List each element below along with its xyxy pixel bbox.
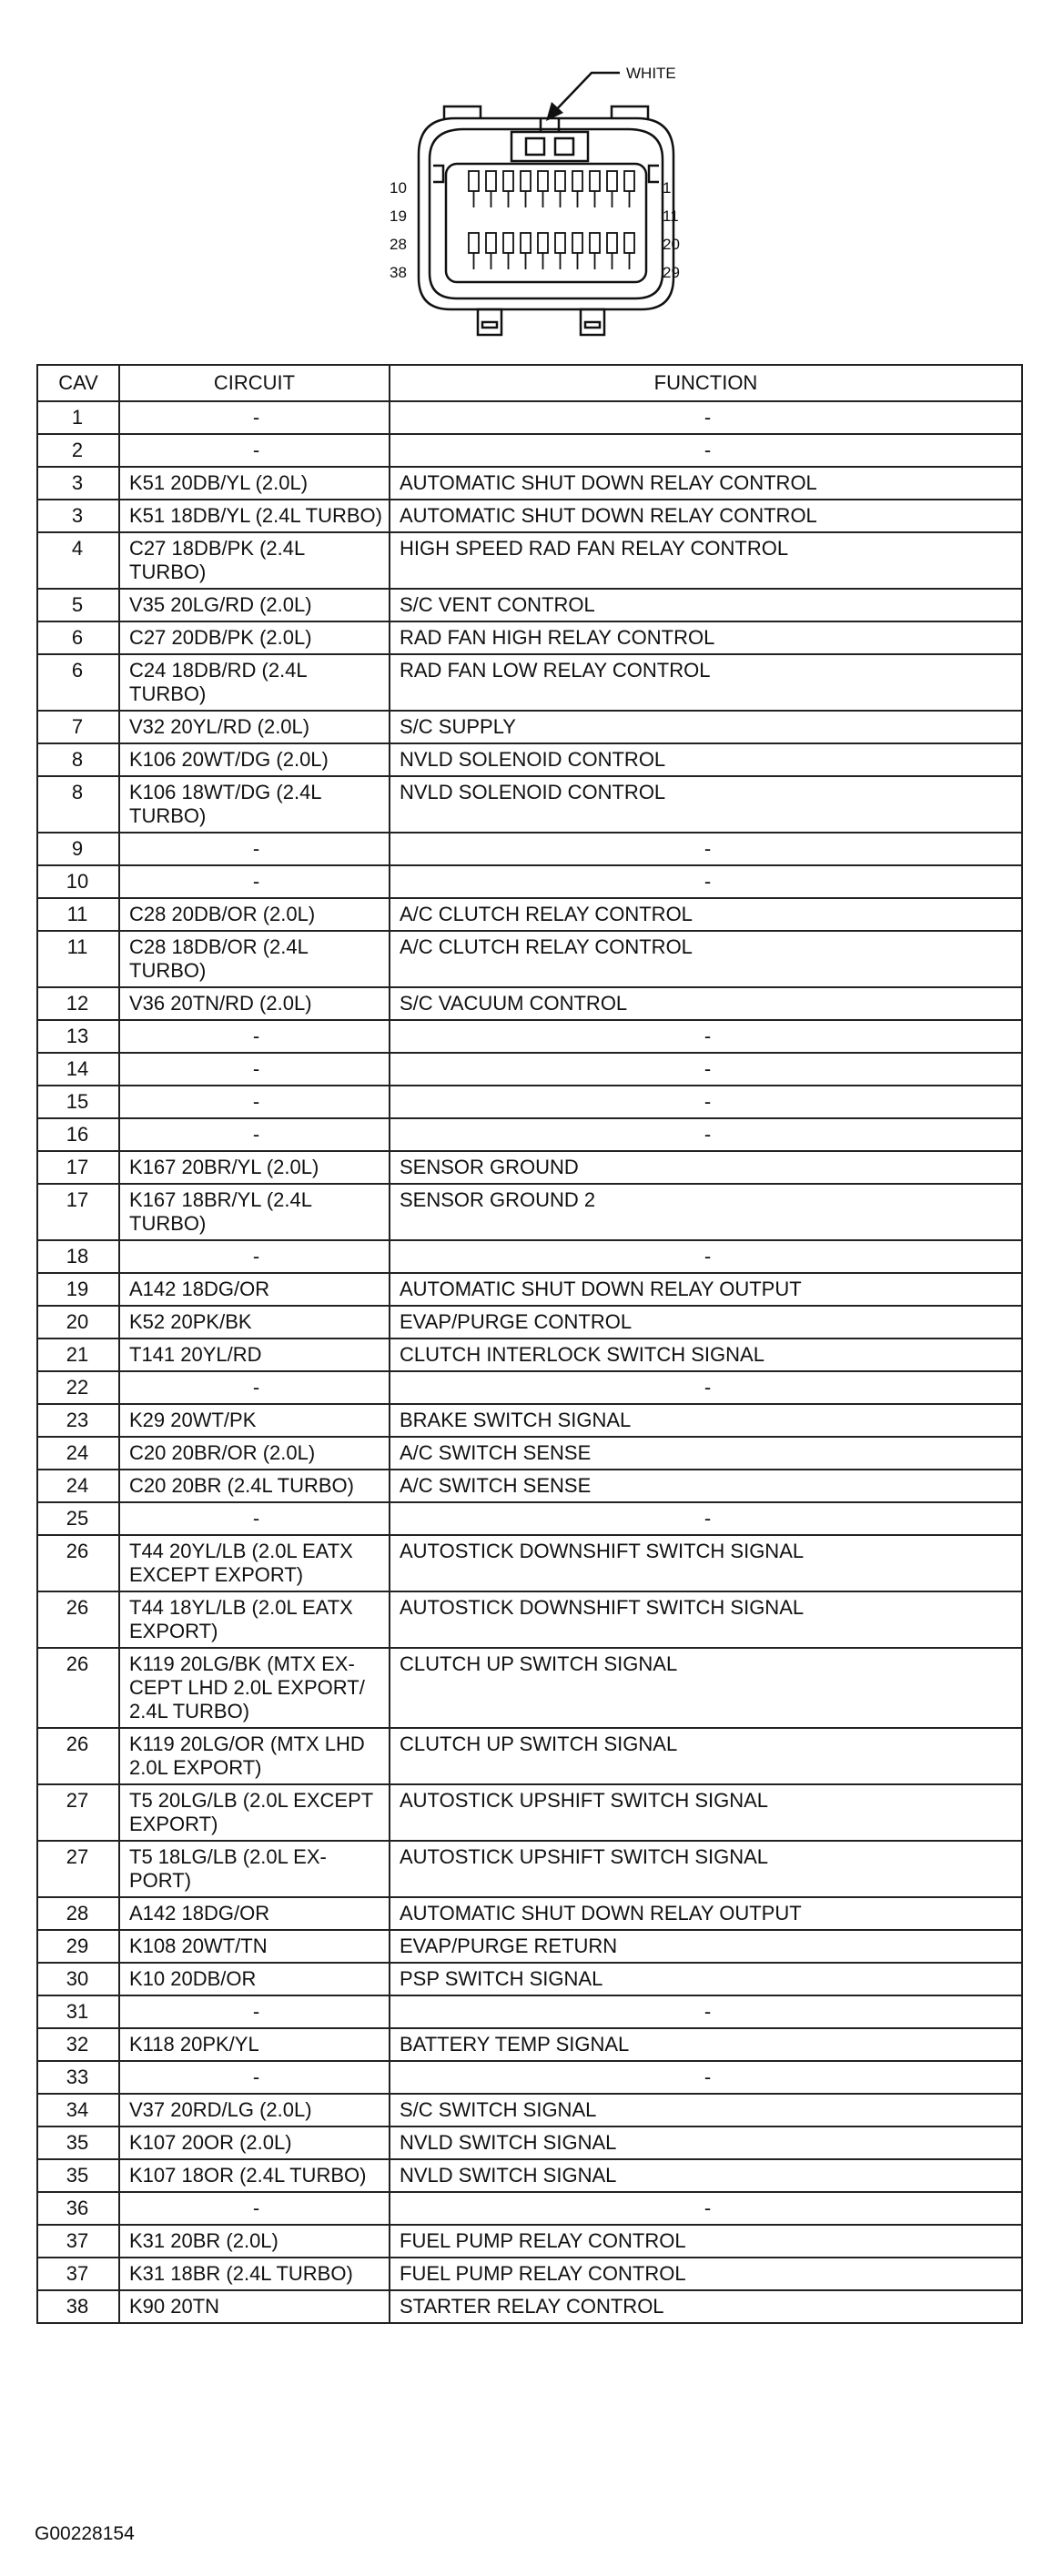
pin-cavity [486,171,496,191]
table-row [37,1897,1022,1930]
table-row [37,833,1022,865]
function-cell: STARTER RELAY CONTROL [390,2290,1022,2323]
cav-cell: 30 [37,1963,119,1995]
circuit-cell: T5 20LG/LB (2.0L EXCEPT EXPORT) [119,1784,390,1841]
cav-cell: 26 [37,1591,119,1648]
function-cell: - [390,1371,1022,1404]
cav-cell: 32 [37,2028,119,2061]
table-row [37,711,1022,743]
table-row [37,2159,1022,2192]
cav-cell: 15 [37,1086,119,1118]
circuit-cell: C27 18DB/PK (2.4L TURBO) [119,532,390,589]
circuit-cell: - [119,865,390,898]
circuit-cell: K106 18WT/DG (2.4L TURBO) [119,776,390,833]
circuit-cell: A142 18DG/OR [119,1273,390,1306]
function-cell: AUTOMATIC SHUT DOWN RELAY CONTROL [390,500,1022,532]
table-row [37,589,1022,621]
function-cell: AUTOSTICK DOWNSHIFT SWITCH SIGNAL [390,1535,1022,1591]
table-row [37,1728,1022,1784]
cav-cell: 10 [37,865,119,898]
table-row [37,2094,1022,2126]
header-cav: CAV [37,365,119,401]
table-row [37,2225,1022,2258]
pin-cavity [590,171,600,191]
circuit-cell: - [119,1995,390,2028]
function-cell: - [390,401,1022,434]
table-row [37,1339,1022,1371]
cav-cell: 26 [37,1728,119,1784]
function-cell: BRAKE SWITCH SIGNAL [390,1404,1022,1437]
pin-cavity [624,171,634,191]
function-cell: - [390,865,1022,898]
pin-number-38: 38 [390,264,407,281]
function-cell: - [390,2061,1022,2094]
cav-cell: 35 [37,2126,119,2159]
function-cell: SENSOR GROUND 2 [390,1184,1022,1240]
table-row [37,2126,1022,2159]
circuit-cell: K167 20BR/YL (2.0L) [119,1151,390,1184]
table-row [37,2192,1022,2225]
header-function: FUNCTION [390,365,1022,401]
cav-cell: 21 [37,1339,119,1371]
table-row [37,1470,1022,1502]
cav-cell: 25 [37,1502,119,1535]
table-row [37,1995,1022,2028]
function-cell: S/C VACUUM CONTROL [390,987,1022,1020]
table-row [37,621,1022,654]
function-cell: AUTOMATIC SHUT DOWN RELAY OUTPUT [390,1897,1022,1930]
cav-cell: 35 [37,2159,119,2192]
table-row [37,1240,1022,1273]
cav-cell: 17 [37,1151,119,1184]
circuit-cell: K108 20WT/TN [119,1930,390,1963]
function-cell: - [390,2192,1022,2225]
cav-cell: 26 [37,1535,119,1591]
cav-cell: 9 [37,833,119,865]
circuit-cell: V37 20RD/LG (2.0L) [119,2094,390,2126]
circuit-cell: K90 20TN [119,2290,390,2323]
table-body [37,401,1022,2323]
pin-cavities [469,171,634,269]
pin-cavity [624,233,634,253]
function-cell: - [390,833,1022,865]
function-cell: AUTOMATIC SHUT DOWN RELAY CONTROL [390,467,1022,500]
table-row [37,1020,1022,1053]
function-cell: NVLD SWITCH SIGNAL [390,2126,1022,2159]
circuit-cell: - [119,1371,390,1404]
table-row [37,898,1022,931]
circuit-cell: K51 18DB/YL (2.4L TURBO) [119,500,390,532]
function-cell: AUTOMATIC SHUT DOWN RELAY OUTPUT [390,1273,1022,1306]
circuit-cell: K119 20LG/BK (MTX EX-CEPT LHD 2.0L EXPORT/ 2.4L TURBO) [119,1648,390,1728]
function-cell: NVLD SOLENOID CONTROL [390,743,1022,776]
circuit-cell: C28 18DB/OR (2.4L TURBO) [119,931,390,987]
pin-cavity [503,171,513,191]
function-cell: RAD FAN LOW RELAY CONTROL [390,654,1022,711]
table-row [37,865,1022,898]
function-cell: NVLD SWITCH SIGNAL [390,2159,1022,2192]
pin-number-19: 19 [390,207,407,225]
pin-cavity [572,171,582,191]
cav-cell: 1 [37,401,119,434]
cav-cell: 29 [37,1930,119,1963]
cav-cell: 14 [37,1053,119,1086]
cav-cell: 19 [37,1273,119,1306]
pin-cavity [555,233,565,253]
function-cell: A/C CLUTCH RELAY CONTROL [390,898,1022,931]
circuit-cell: K10 20DB/OR [119,1963,390,1995]
function-cell: A/C CLUTCH RELAY CONTROL [390,931,1022,987]
function-cell: - [390,1240,1022,1273]
circuit-cell: - [119,2061,390,2094]
table-row [37,743,1022,776]
function-cell: AUTOSTICK UPSHIFT SWITCH SIGNAL [390,1784,1022,1841]
circuit-cell: T44 20YL/LB (2.0L EATX EXCEPT EXPORT) [119,1535,390,1591]
circuit-cell: K31 20BR (2.0L) [119,2225,390,2258]
cav-cell: 6 [37,654,119,711]
table-row [37,401,1022,434]
cav-cell: 2 [37,434,119,467]
table-row [37,434,1022,467]
function-cell: - [390,1995,1022,2028]
cav-cell: 5 [37,589,119,621]
table-row [37,1648,1022,1728]
circuit-cell: T44 18YL/LB (2.0L EATX EXPORT) [119,1591,390,1648]
pin-cavity [607,171,617,191]
header-circuit: CIRCUIT [119,365,390,401]
cav-cell: 24 [37,1470,119,1502]
table-row [37,1784,1022,1841]
table-row [37,1591,1022,1648]
cav-cell: 17 [37,1184,119,1240]
circuit-cell: - [119,1240,390,1273]
circuit-cell: K29 20WT/PK [119,1404,390,1437]
cav-cell: 8 [37,776,119,833]
cav-cell: 37 [37,2258,119,2290]
pinout-table [36,364,1023,2324]
cav-cell: 4 [37,532,119,589]
table-header-row [37,365,1022,401]
function-cell: A/C SWITCH SENSE [390,1470,1022,1502]
circuit-cell: V35 20LG/RD (2.0L) [119,589,390,621]
function-cell: BATTERY TEMP SIGNAL [390,2028,1022,2061]
circuit-cell: T141 20YL/RD [119,1339,390,1371]
figure-id: G00228154 [35,2523,135,2544]
function-cell: EVAP/PURGE CONTROL [390,1306,1022,1339]
cav-cell: 37 [37,2225,119,2258]
pin-cavity [521,233,531,253]
pin-cavity [521,171,531,191]
circuit-cell: C28 20DB/OR (2.0L) [119,898,390,931]
circuit-cell: K107 20OR (2.0L) [119,2126,390,2159]
function-cell: FUEL PUMP RELAY CONTROL [390,2225,1022,2258]
circuit-cell: - [119,1053,390,1086]
function-cell: SENSOR GROUND [390,1151,1022,1184]
cav-cell: 6 [37,621,119,654]
cav-cell: 33 [37,2061,119,2094]
pin-number-1: 1 [663,179,672,197]
circuit-cell: - [119,2192,390,2225]
pin-number-11: 11 [663,207,679,225]
connector-diagram [0,0,1053,364]
circuit-cell: - [119,833,390,865]
cav-cell: 12 [37,987,119,1020]
pin-number-20: 20 [663,236,680,253]
cav-cell: 34 [37,2094,119,2126]
pin-cavity [607,233,617,253]
pin-cavity [538,171,548,191]
table-row [37,2028,1022,2061]
circuit-cell: C20 20BR/OR (2.0L) [119,1437,390,1470]
circuit-cell: K106 20WT/DG (2.0L) [119,743,390,776]
circuit-cell: - [119,1502,390,1535]
table-row [37,2290,1022,2323]
pin-cavity [469,171,479,191]
circuit-cell: A142 18DG/OR [119,1897,390,1930]
circuit-cell: - [119,1086,390,1118]
function-cell: S/C SWITCH SIGNAL [390,2094,1022,2126]
pin-cavity [503,233,513,253]
table-row [37,2061,1022,2094]
function-cell: AUTOSTICK DOWNSHIFT SWITCH SIGNAL [390,1591,1022,1648]
table-row [37,1404,1022,1437]
function-cell: HIGH SPEED RAD FAN RELAY CONTROL [390,532,1022,589]
function-cell: EVAP/PURGE RETURN [390,1930,1022,1963]
cav-cell: 20 [37,1306,119,1339]
circuit-cell: C20 20BR (2.4L TURBO) [119,1470,390,1502]
cav-cell: 22 [37,1371,119,1404]
cav-cell: 3 [37,500,119,532]
table-row [37,1053,1022,1086]
table-row [37,1502,1022,1535]
cav-cell: 27 [37,1784,119,1841]
table-row [37,987,1022,1020]
function-cell: S/C VENT CONTROL [390,589,1022,621]
pin-cavity [572,233,582,253]
circuit-cell: - [119,1020,390,1053]
function-cell: CLUTCH INTERLOCK SWITCH SIGNAL [390,1339,1022,1371]
function-cell: - [390,1020,1022,1053]
function-cell: NVLD SOLENOID CONTROL [390,776,1022,833]
pin-cavity [590,233,600,253]
table-row [37,1963,1022,1995]
table-row [37,1086,1022,1118]
function-cell: FUEL PUMP RELAY CONTROL [390,2258,1022,2290]
cav-cell: 11 [37,898,119,931]
function-cell: AUTOSTICK UPSHIFT SWITCH SIGNAL [390,1841,1022,1897]
table-row [37,931,1022,987]
table-row [37,2258,1022,2290]
cav-cell: 23 [37,1404,119,1437]
function-cell: CLUTCH UP SWITCH SIGNAL [390,1728,1022,1784]
function-cell: CLUTCH UP SWITCH SIGNAL [390,1648,1022,1728]
pin-cavity [538,233,548,253]
function-cell: - [390,1086,1022,1118]
pin-number-29: 29 [663,264,680,281]
connector-body [419,106,673,335]
cav-cell: 36 [37,2192,119,2225]
table-row [37,1930,1022,1963]
table-row [37,1151,1022,1184]
cav-cell: 26 [37,1648,119,1728]
function-cell: PSP SWITCH SIGNAL [390,1963,1022,1995]
pin-number-10: 10 [390,179,407,197]
circuit-cell: C27 20DB/PK (2.0L) [119,621,390,654]
circuit-cell: K119 20LG/OR (MTX LHD 2.0L EXPORT) [119,1728,390,1784]
circuit-cell: T5 18LG/LB (2.0L EX-PORT) [119,1841,390,1897]
circuit-cell: K107 18OR (2.4L TURBO) [119,2159,390,2192]
cav-cell: 18 [37,1240,119,1273]
function-cell: - [390,434,1022,467]
function-cell: - [390,1053,1022,1086]
table-row [37,1371,1022,1404]
table-row [37,1273,1022,1306]
cav-cell: 11 [37,931,119,987]
wire-color-label: WHITE [626,65,676,82]
table-row [37,1118,1022,1151]
pin-number-28: 28 [390,236,407,253]
function-cell: - [390,1502,1022,1535]
pin-cavity [469,233,479,253]
table-row [37,654,1022,711]
table-row [37,1306,1022,1339]
circuit-cell: - [119,401,390,434]
circuit-cell: K51 20DB/YL (2.0L) [119,467,390,500]
circuit-cell: - [119,1118,390,1151]
table-row [37,500,1022,532]
cav-cell: 38 [37,2290,119,2323]
circuit-cell: K167 18BR/YL (2.4L TURBO) [119,1184,390,1240]
circuit-cell: V36 20TN/RD (2.0L) [119,987,390,1020]
cav-cell: 27 [37,1841,119,1897]
cav-cell: 13 [37,1020,119,1053]
table-row [37,1841,1022,1897]
cav-cell: 8 [37,743,119,776]
cav-cell: 7 [37,711,119,743]
cav-cell: 28 [37,1897,119,1930]
table-row [37,467,1022,500]
circuit-cell: K52 20PK/BK [119,1306,390,1339]
table-row [37,1184,1022,1240]
function-cell: S/C SUPPLY [390,711,1022,743]
function-cell: RAD FAN HIGH RELAY CONTROL [390,621,1022,654]
table-row [37,532,1022,589]
function-cell: - [390,1118,1022,1151]
circuit-cell: K118 20PK/YL [119,2028,390,2061]
function-cell: A/C SWITCH SENSE [390,1437,1022,1470]
cav-cell: 16 [37,1118,119,1151]
table-row [37,1437,1022,1470]
cav-cell: 24 [37,1437,119,1470]
circuit-cell: V32 20YL/RD (2.0L) [119,711,390,743]
cav-cell: 31 [37,1995,119,2028]
cav-cell: 3 [37,467,119,500]
table-row [37,1535,1022,1591]
circuit-cell: K31 18BR (2.4L TURBO) [119,2258,390,2290]
wire-leader-line [552,73,620,115]
circuit-cell: - [119,434,390,467]
pin-cavity [555,171,565,191]
table-row [37,776,1022,833]
pin-cavity [486,233,496,253]
circuit-cell: C24 18DB/RD (2.4L TURBO) [119,654,390,711]
